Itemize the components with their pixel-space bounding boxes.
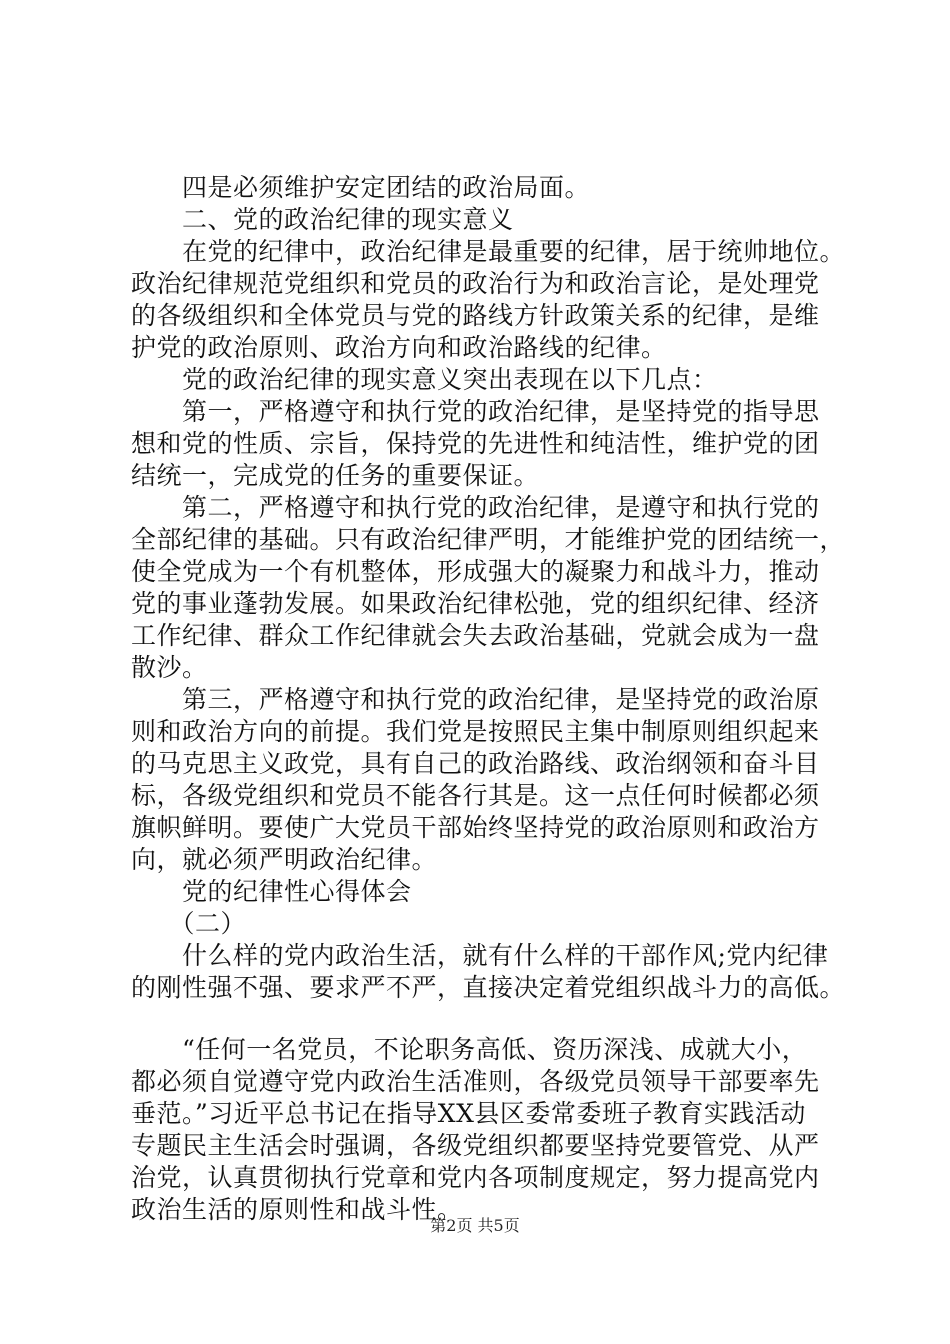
text-line: 的各级组织和全体党员与党的路线方针政策关系的纪律，是维 — [131, 301, 820, 330]
text-line: 的刚性强不强、要求严不严，直接决定着党组织战斗力的高低。 — [131, 973, 846, 1002]
text-line: 使全党成为一个有机整体，形成强大的凝聚力和战斗力，推动 — [131, 557, 820, 586]
text-line: 想和党的性质、宗旨，保持党的先进性和纯洁性，维护党的团 — [131, 429, 820, 458]
text-line: 第三，严格遵守和执行党的政治纪律，是坚持党的政治原 — [131, 685, 820, 714]
text-line: 的马克思主义政党，具有自己的政治路线、政治纲领和奋斗目 — [131, 749, 820, 778]
document-body — [131, 172, 846, 1226]
text-line: 护党的政治原则、政治方向和政治路线的纪律。 — [131, 333, 667, 362]
text-line: 散沙。 — [131, 653, 208, 682]
text-line: 都必须自觉遵守党内政治生活准则，各级党员领导干部要率先 — [131, 1067, 820, 1096]
text-line: 在党的纪律中，政治纪律是最重要的纪律，居于统帅地位。 — [131, 237, 846, 266]
subtitle-number: （二） — [131, 909, 247, 938]
text-line: 政治生活的原则性和战斗性。 — [131, 1195, 463, 1224]
text-line: 治党，认真贯彻执行党章和党内各项制度规定，努力提高党内 — [131, 1163, 820, 1192]
text-line: 垂范。”习近平总书记在指导XX县区委常委班子教育实践活动 — [131, 1099, 806, 1128]
text-line: 工作纪律、群众工作纪律就会失去政治基础，党就会成为一盘 — [131, 621, 820, 650]
text-line: 结统一，完成党的任务的重要保证。 — [131, 461, 540, 490]
page-number-footer: 第2页 共5页 — [430, 1216, 520, 1235]
text-line: 四是必须维护安定团结的政治局面。 — [131, 173, 591, 202]
text-line: 第二，严格遵守和执行党的政治纪律，是遵守和执行党的 — [131, 493, 820, 522]
text-line: 专题民主生活会时强调，各级党组织都要坚持党要管党、从严 — [131, 1131, 820, 1160]
text-line: 标，各级党组织和党员不能各行其是。这一点任何时候都必须 — [131, 781, 820, 810]
subtitle-line: 党的纪律性心得体会 — [131, 877, 412, 906]
section-heading: 二、党的政治纪律的现实意义 — [131, 205, 514, 234]
text-line: 什么样的党内政治生活，就有什么样的干部作风;党内纪律 — [131, 941, 829, 970]
text-line: 党的政治纪律的现实意义突出表现在以下几点： — [131, 365, 718, 394]
text-line: “任何一名党员，不论职务高低、资历深浅、成就大小， — [131, 1035, 808, 1064]
text-line: 第一，严格遵守和执行党的政治纪律，是坚持党的指导思 — [131, 397, 820, 426]
text-line: 旗帜鲜明。要使广大党员干部始终坚持党的政治原则和政治方 — [131, 813, 820, 842]
text-line: 党的事业蓬勃发展。如果政治纪律松弛，党的组织纪律、经济 — [131, 589, 820, 618]
blank-line — [131, 1004, 833, 1034]
text-line: 则和政治方向的前提。我们党是按照民主集中制原则组织起来 — [131, 717, 820, 746]
text-line: 政治纪律规范党组织和党员的政治行为和政治言论，是处理党 — [131, 269, 820, 298]
text-line: 向，就必须严明政治纪律。 — [131, 845, 438, 874]
text-line: 全部纪律的基础。只有政治纪律严明，才能维护党的团结统一， — [131, 525, 846, 554]
